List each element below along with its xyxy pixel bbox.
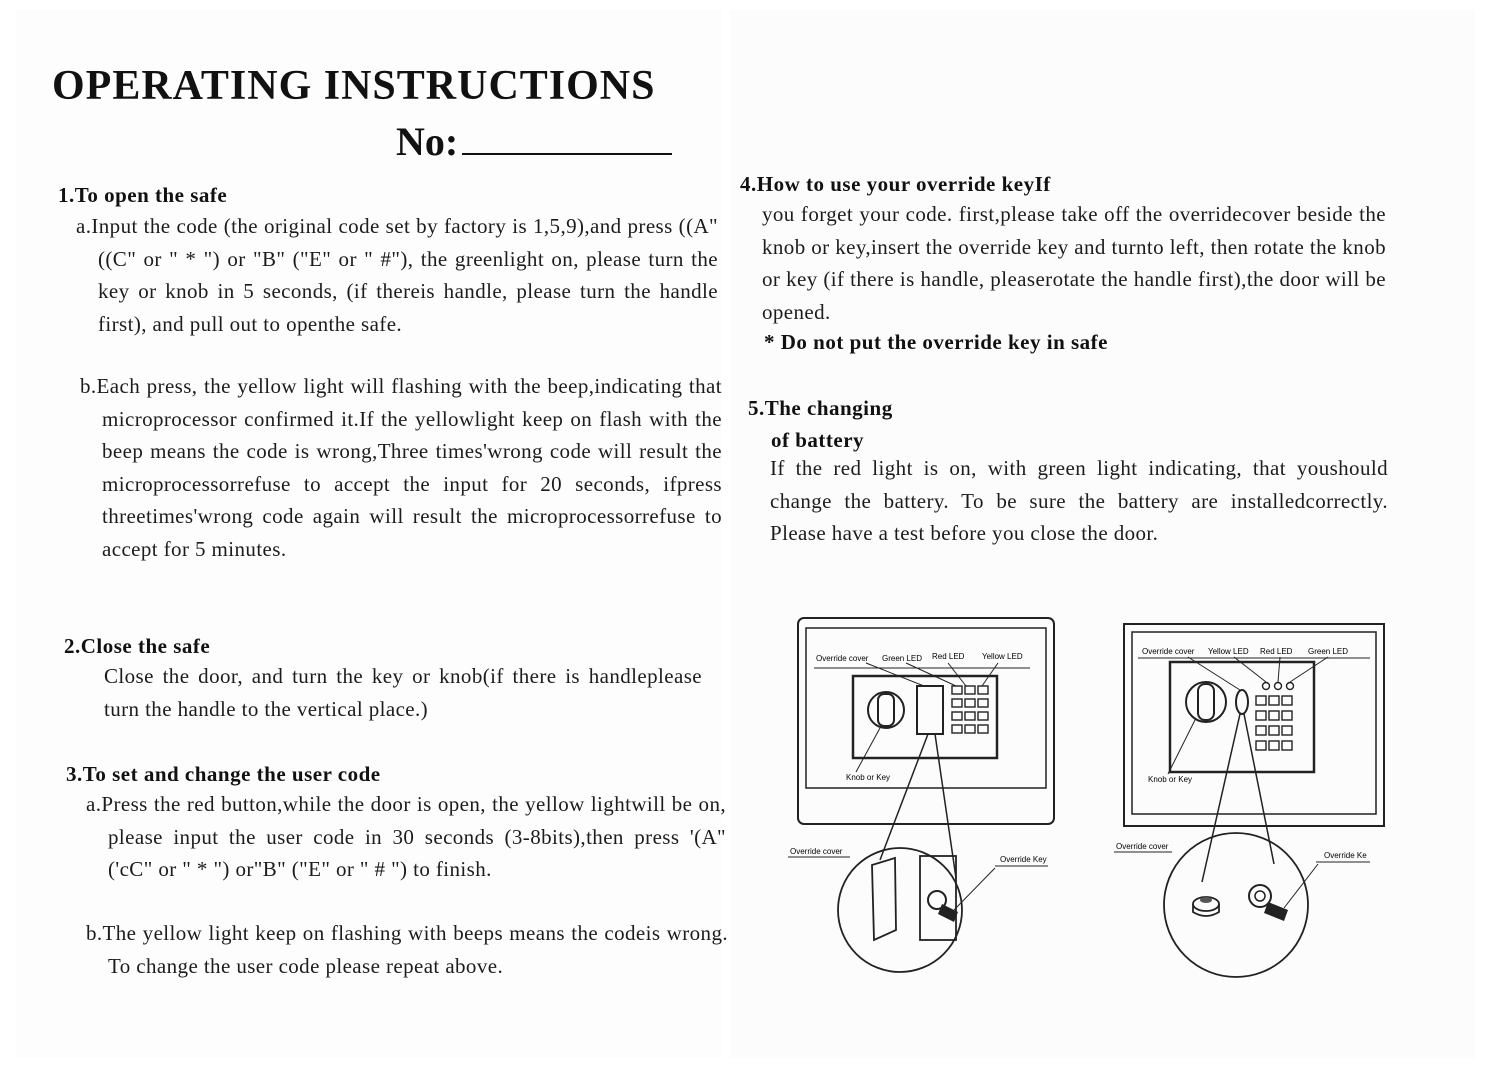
section-4-text: you forget your code. first,please take off the overridecover beside the knob or key,insert the override key and turnto left, then rotate the knob or key (if there is handle, pleaserotate the handle first),the door will be opened. <box>762 202 1386 324</box>
safe-diagram-right <box>1108 610 1408 990</box>
label-knob-or-key: Knob or Key <box>846 773 891 782</box>
label-yellow-led: Yellow LED <box>1208 647 1249 656</box>
section-4-heading: 4.How to use your override keyIf <box>740 172 1051 196</box>
section-3-step-a: a.Press the red button,while the door is open, the yellow lightwill be on, please input the user code in 30 seconds (3-8bits),then press '(A" ('cC" or " * ") or"B" ("E" or " # ") to finish. <box>86 792 726 881</box>
label-detail-override-key: Override Key <box>1000 855 1047 864</box>
section-5-heading-cont: of battery <box>771 428 865 452</box>
section-2-text: Close the door, and turn the key or knob(if there is handleplease turn the handle to the vertical place.) <box>104 664 702 721</box>
label-override-cover: Override cover <box>816 654 869 663</box>
section-3-step-b: b.The yellow light keep on flashing with beeps means the codeis wrong. To change the user code please repeat above. <box>86 921 728 978</box>
safe-diagram-left <box>780 610 1080 990</box>
section-1-step-b: b.Each press, the yellow light will flashing with the beep,indicating that microprocessor confirmed it.If the yellowlight keep on flash with the beep means the code is wrong,Three times'wrong code will result the microprocessorrefuse to accept the input for 20 seconds, ifpress threetimes'wrong code again will result the microprocessorrefuse to accept for 5 minutes. <box>80 374 722 561</box>
page-title: OPERATING INSTRUCTIONS <box>52 63 656 109</box>
label-detail-override-key: Override Ke <box>1324 851 1367 860</box>
section-5-heading: 5.The changing <box>748 396 893 420</box>
section-1-heading: 1.To open the safe <box>58 183 228 207</box>
label-red-led: Red LED <box>932 652 965 661</box>
section-4-warning-note: * Do not put the override key in safe <box>764 330 1108 354</box>
safe-diagram-right-drawing <box>1108 610 1408 990</box>
number-field <box>396 118 672 165</box>
section-3-heading: 3.To set and change the user code <box>66 762 381 786</box>
label-green-led: Green LED <box>1308 647 1349 656</box>
label-override-cover: Override cover <box>1142 647 1195 656</box>
number-blank-line <box>462 127 672 155</box>
label-detail-override-cover: Override cover <box>790 847 843 856</box>
safe-diagram-left-drawing <box>780 610 1080 990</box>
label-yellow-led: Yellow LED <box>982 652 1023 661</box>
label-knob-or-key: Knob or Key <box>1148 775 1193 784</box>
number-label: No: <box>396 119 459 164</box>
section-5-text: If the red light is on, with green light indicating, that youshould change the battery. To be sure the battery are installedcorrectly. Please have a test before you close the door. <box>770 456 1388 545</box>
section-1-step-a: a.Input the code (the original code set by factory is 1,5,9),and press ((A" ((C" or " * ") or "B" ("E" or " #"), the greenlight on, please turn the key or knob in 5 seconds, (if thereis handle, please turn the handle first), and pull out to openthe safe. <box>76 214 718 336</box>
label-green-led: Green LED <box>882 654 923 663</box>
label-red-led: Red LED <box>1260 647 1293 656</box>
section-2-heading: 2.Close the safe <box>64 634 211 658</box>
label-detail-override-cover: Override cover <box>1116 842 1169 851</box>
